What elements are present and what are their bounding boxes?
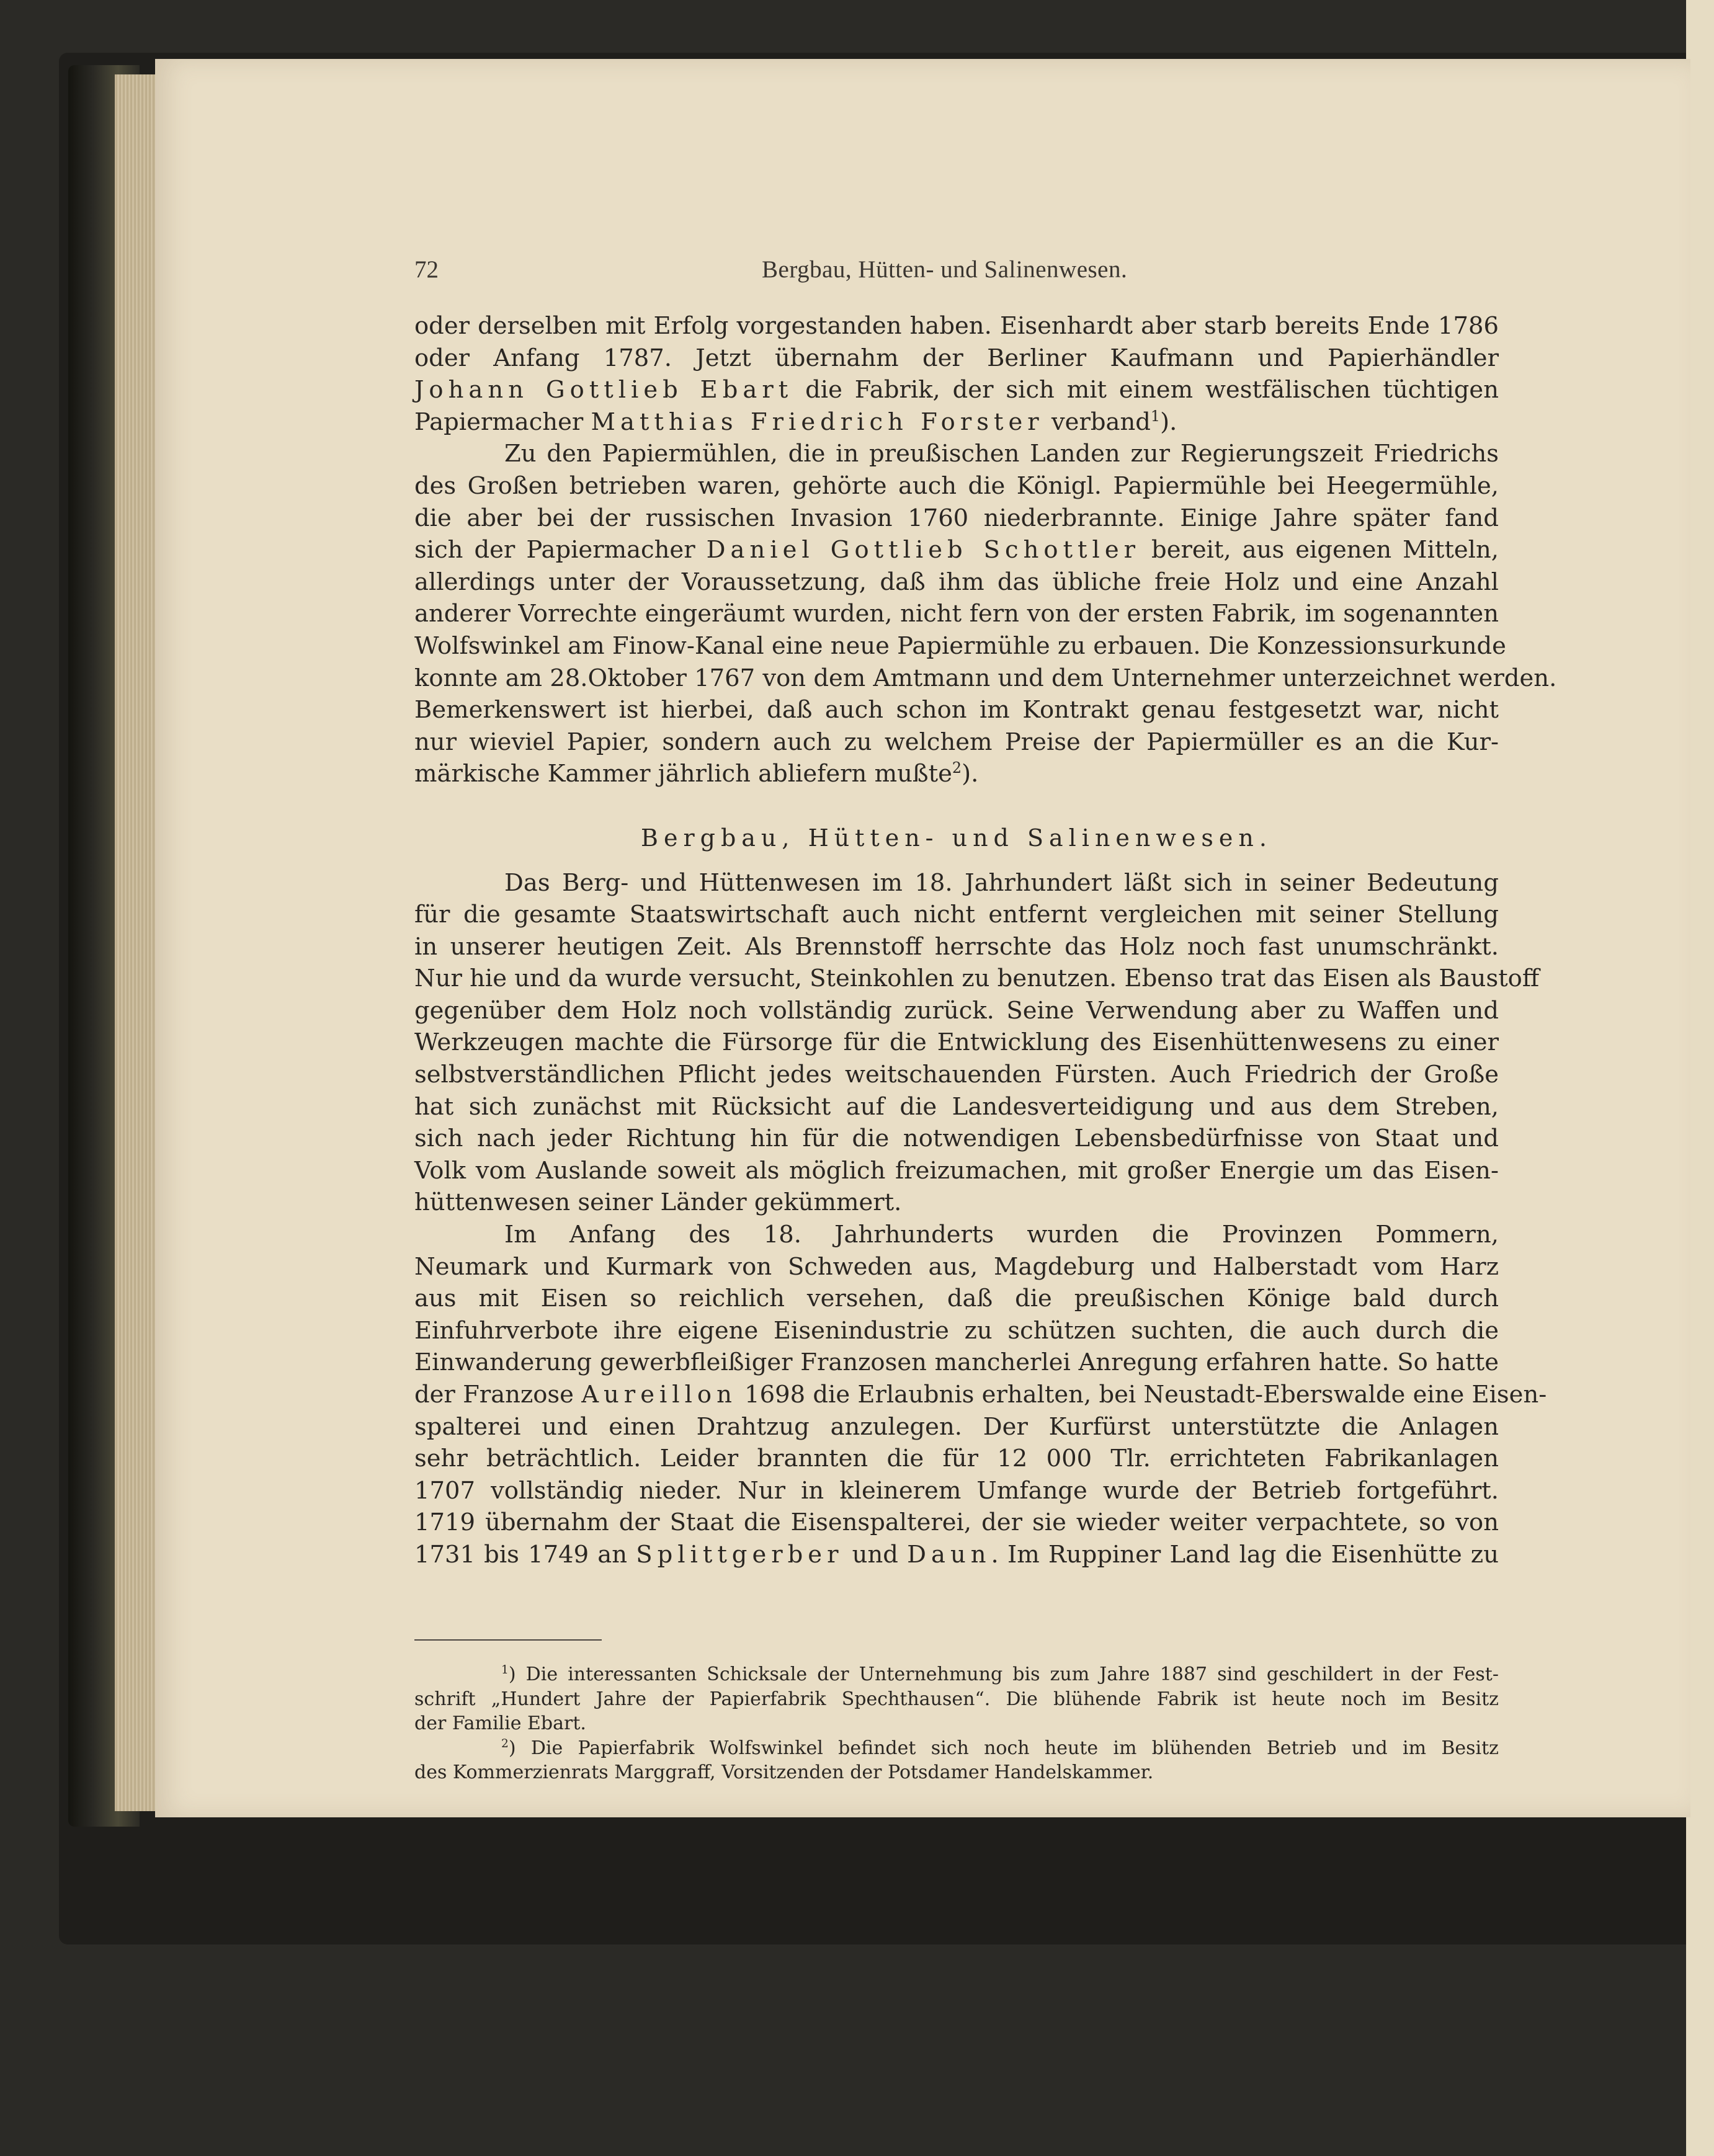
text-line: Im Anfang des 18. Jahrhunderts wurden die Provinzen Pommern, <box>504 1221 1499 1249</box>
text-line: die aber bei der russischen Invasion 1760 niederbrannte. Einige Jahre später fand <box>414 504 1499 532</box>
text-line: der Franzose Aureillon 1698 die Erlaubnis erhalten, bei Neustadt-Eberswalde eine Eisen- <box>414 1381 1547 1409</box>
text-line: Johann Gottlieb Ebart die Fabrik, der sich mit einem westfälischen tüchtigen <box>414 376 1499 404</box>
footnote-marker: 2 <box>501 1737 509 1750</box>
person-name: Aureillon <box>581 1381 737 1409</box>
footnote-rule <box>414 1639 602 1641</box>
text-line: Das Berg- und Hüttenwesen im 18. Jahrhundert läßt sich in seiner Bedeutung <box>504 868 1499 897</box>
text-line: für die gesamte Staatswirtschaft auch nicht entfernt vergleichen mit seiner Stellung <box>414 901 1499 929</box>
text-line: oder derselben mit Erfolg vorgestanden haben. Eisenhardt aber starb bereits Ende 1786 <box>414 312 1499 340</box>
text-line: konnte am 28.Oktober 1767 von dem Amtmann und dem Unternehmer unterzeichnet werden. <box>414 664 1557 692</box>
text-line: oder Anfang 1787. Jetzt übernahm der Berliner Kaufmann und Papierhändler <box>414 344 1499 372</box>
text-line: hat sich zunächst mit Rücksicht auf die Landesverteidigung und aus dem Streben, <box>414 1092 1499 1121</box>
person-name: Daniel Gottlieb Schottler <box>706 536 1141 564</box>
section-heading: Bergbau, Hütten- und Salinenwesen. <box>641 824 1272 852</box>
footnote-marker: 1 <box>501 1664 509 1677</box>
footnote-line: schrift „Hundert Jahre der Papierfabrik Spechthausen“. Die blühende Fabrik ist heute noch im Besitz <box>414 1688 1499 1710</box>
footnote-ref: 2 <box>952 759 962 777</box>
body-text <box>414 310 1557 1571</box>
footnote-line: $^1$) Die interessanten Schicksale der Unternehmung bis zum Jahre 1887 sind geschildert in der Fest- <box>501 1664 1499 1685</box>
text-line: selbstverständlichen Pflicht jedes weitschauenden Fürsten. Auch Friedrich der Große <box>414 1061 1499 1089</box>
text-line: sich der Papiermacher Daniel Gottlieb Schottler bereit, aus eigenen Mitteln, <box>414 536 1499 564</box>
text-line: 1719 übernahm der Staat die Eisenspalterei, der sie wieder weiter verpachtete, so von <box>414 1508 1499 1537</box>
text-line: Werkzeugen machte die Fürsorge für die Entwicklung des Eisenhüttenwesens zu einer <box>414 1028 1499 1057</box>
footnotes <box>414 1662 1499 1785</box>
page-header <box>414 256 1494 290</box>
footnote-line: des Kommerzienrats Marggraff, Vorsitzenden der Potsdamer Handelskammer. <box>414 1762 1154 1783</box>
text-line: nur wieviel Papier, sondern auch zu welchem Preise der Papiermüller es an die Kur- <box>414 728 1499 756</box>
text-line: Einfuhrverbote ihre eigene Eisenindustrie zu schützen suchten, die auch durch die <box>414 1316 1499 1345</box>
text-line: spalterei und einen Drahtzug anzulegen. Der Kurfürst unterstützte die Anlagen <box>414 1412 1499 1441</box>
text-line: Einwanderung gewerbfleißiger Franzosen mancherlei Anregung erfahren hatte. So hatte <box>414 1348 1499 1377</box>
text-line: 1707 vollständig nieder. Nur in kleinerem Umfange wurde der Betrieb fortgeführt. <box>414 1476 1499 1505</box>
text-line: allerdings unter der Voraussetzung, daß ihm das übliche freie Holz und eine Anzahl <box>414 568 1499 596</box>
text-line: sehr beträchtlich. Leider brannten die für 12 000 Tlr. errichteten Fabrikanlagen <box>414 1445 1499 1473</box>
text-line: Bemerkenswert ist hierbei, daß auch schon im Kontrakt genau festgesetzt war, nicht <box>414 696 1499 724</box>
text-line: aus mit Eisen so reichlich versehen, daß die preußischen Könige bald durch <box>414 1285 1499 1313</box>
text-line: des Großen betrieben waren, gehörte auch die Königl. Papiermühle bei Heegermühle, <box>414 471 1499 500</box>
text-line: Volk vom Auslande soweit als möglich freizumachen, mit großer Energie um das Eisen- <box>414 1156 1499 1185</box>
footnote-ref: 1 <box>1150 407 1161 425</box>
person-name: Matthias Friedrich Forster <box>591 408 1044 436</box>
text-line: sich nach jeder Richtung hin für die notwendigen Lebensbedürfnisse von Staat und <box>414 1125 1499 1153</box>
person-name: Splittgerber <box>636 1540 844 1569</box>
text-line: anderer Vorrechte eingeräumt wurden, nicht fern von der ersten Fabrik, im sogenannten <box>414 600 1499 628</box>
page-number: 72 <box>414 256 439 283</box>
text-line: hüttenwesen seiner Länder gekümmert. <box>414 1188 902 1217</box>
text-line: in unserer heutigen Zeit. Als Brennstoff herrschte das Holz noch fast unumschränkt. <box>414 932 1499 961</box>
text-line: Papiermacher Matthias Friedrich Forster verband$^1$). <box>414 407 1177 436</box>
text-line: 1731 bis 1749 an Splittgerber und Daun. Im Ruppiner Land lag die Eisenhütte zu <box>414 1540 1499 1569</box>
person-name: Daun <box>907 1540 991 1569</box>
text-line: märkische Kammer jährlich abliefern mußte$^2$). <box>414 759 979 788</box>
person-name: Johann Gottlieb Ebart <box>414 376 793 404</box>
text-line: Neumark und Kurmark von Schweden aus, Magdeburg und Halberstadt vom Harz <box>414 1252 1499 1281</box>
text-line: Zu den Papiermühlen, die in preußischen Landen zur Regierungszeit Friedrichs <box>504 440 1499 468</box>
text-line: Wolfswinkel am Finow-Kanal eine neue Papiermühle zu erbauen. Die Konzessionsurkunde <box>414 631 1506 660</box>
running-title: Bergbau, Hütten- und Salinenwesen. <box>762 256 1128 283</box>
text-line: gegenüber dem Holz noch vollständig zurück. Seine Verwendung aber zu Waffen und <box>414 996 1499 1025</box>
footnote-line: der Familie Ebart. <box>414 1713 586 1734</box>
footnote-line: $^2$) Die Papierfabrik Wolfswinkel befindet sich noch heute im blühenden Betrieb und im Besitz <box>501 1737 1499 1759</box>
text-line: Nur hie und da wurde versucht, Steinkohlen zu benutzen. Ebenso trat das Eisen als Baustoff <box>414 964 1540 993</box>
